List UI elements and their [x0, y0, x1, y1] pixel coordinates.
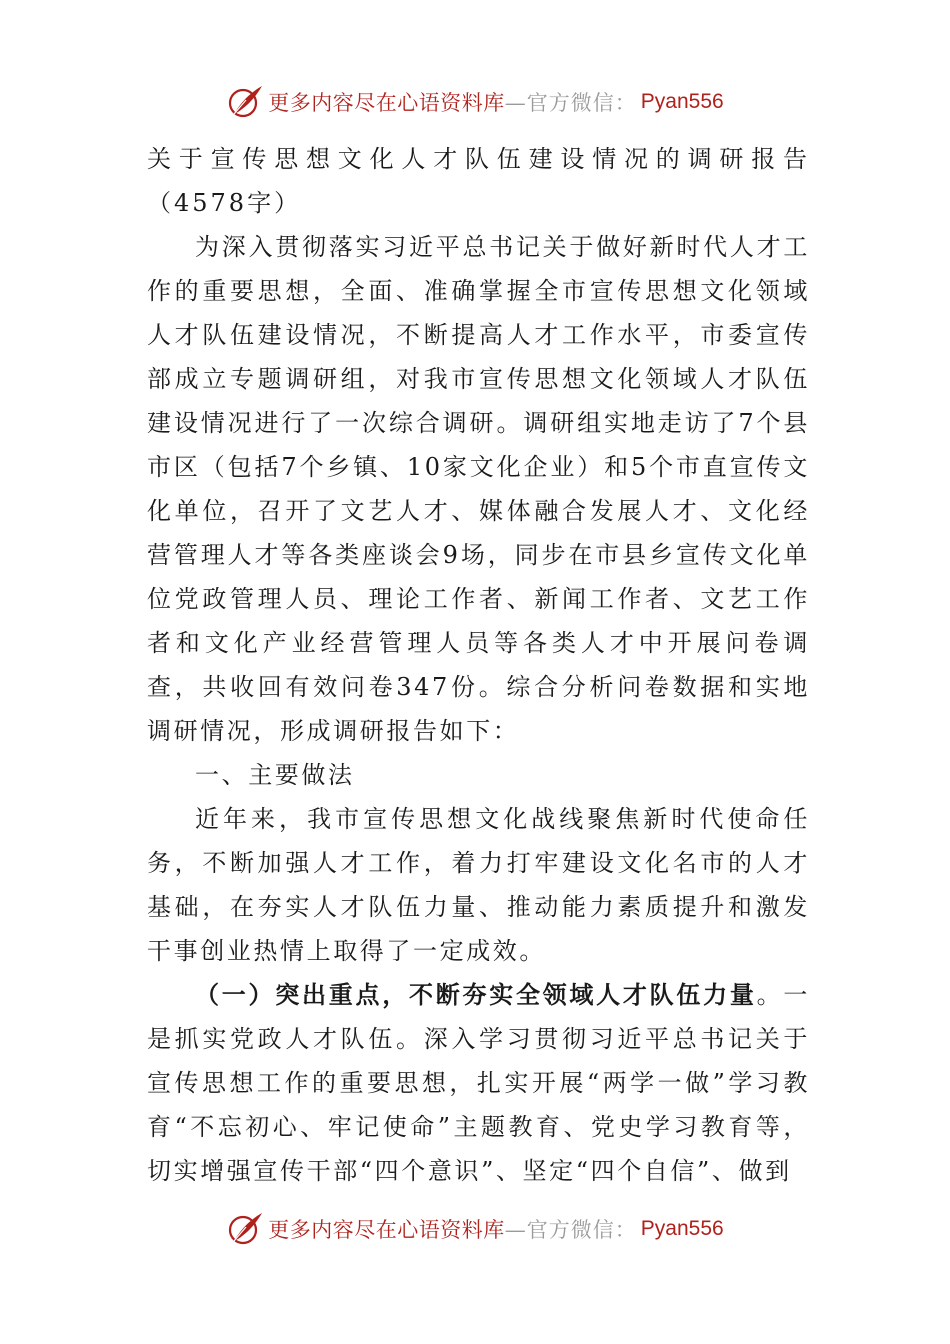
quill-logo-icon	[226, 1209, 266, 1249]
banner-text: 更多内容尽在心语资料库	[268, 91, 505, 115]
subsection-text: 。一是抓实党政人才队伍。深入学习贯彻习近平总书记关于宣传思想工作的重要思想，扎实开展“两学一做”学习教育“不忘初心、牢记使命”主题教育、党史学习教育等，切实增强宣传干部“四个意识”、坚定“四个自信”、做到	[147, 981, 811, 1185]
header-banner	[0, 80, 950, 124]
paragraph: 近年来，我市宣传思想文化战线聚焦新时代使命任务，不断加强人才工作，着力打牢建设文化名市的人才基础，在夯实人才队伍力量、推动能力素质提升和激发干事创业热情上取得了一定成效。	[147, 805, 810, 965]
document-title: 关于宣传思想文化人才队伍建设情况的调研报告（4578字）	[147, 145, 810, 217]
banner-wechat-id: Pyan556	[640, 1217, 724, 1240]
banner-contact-label: —官方微信：	[504, 1218, 637, 1242]
subsection-heading: （一）突出重点，不断夯实全领域人才队伍力量	[195, 980, 757, 1009]
document-body	[147, 137, 810, 1193]
quill-logo-icon	[226, 82, 266, 122]
paragraph-subsection-1	[147, 973, 810, 1193]
banner-wechat-id: Pyan556	[640, 90, 724, 113]
section-heading-main-practices: 一、主要做法	[195, 761, 355, 789]
banner-text: 更多内容尽在心语资料库	[268, 1218, 505, 1242]
paragraph: 为深入贯彻落实习近平总书记关于做好新时代人才工作的重要思想，全面、准确掌握全市宣传思想文化领域人才队伍建设情况，不断提高人才工作水平，市委宣传部成立专题调研组，对我市宣传思想文化领域人才队伍建设情况进行了一次综合调研。调研组实地走访了7个县市区（包括7个乡镇、10家文化企业）和5个市直宣传文化单位，召开了文艺人才、媒体融合发展人才、文化经营管理人才等各类座谈会9场，同步在市县乡宣传文化单位党政管理人员、理论工作者、新闻工作者、文艺工作者和文化产业经营管理人员等各类人才中开展问卷调查，共收回有效问卷347份。综合分析问卷数据和实地调研情况，形成调研报告如下：	[147, 233, 810, 745]
footer-banner	[0, 1207, 950, 1251]
banner-contact-label: —官方微信：	[504, 91, 637, 115]
